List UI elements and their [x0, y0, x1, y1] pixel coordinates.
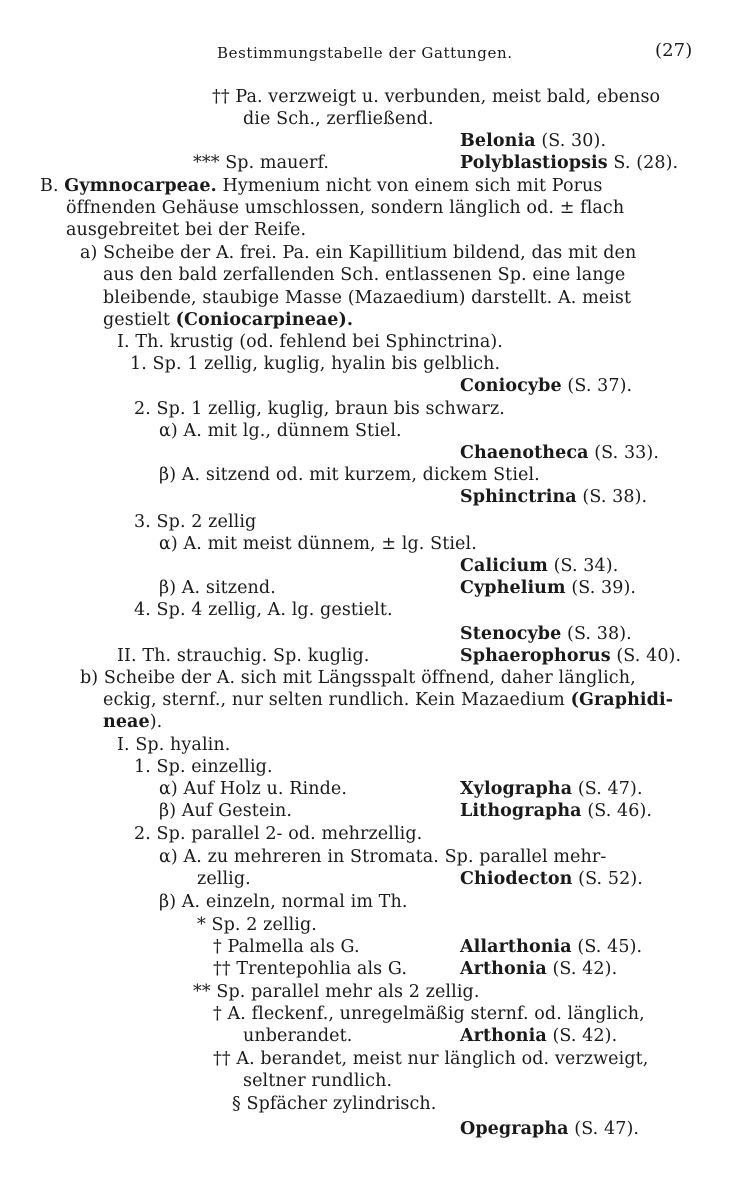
text-line: † A. fleckenf., unregelmäßig sternf. od. länglich, [213, 1004, 645, 1024]
page-ref: (S. 46). [587, 801, 653, 821]
page-ref: (S. 42). [552, 959, 618, 979]
text-line: ** Sp. parallel mehr als 2 zellig. [193, 982, 480, 1002]
text-line: * Sp. 2 zellig. [197, 915, 317, 935]
section-heading: Gymnocarpeae. [64, 176, 217, 196]
text-line: 2. Sp. parallel 2- od. mehrzellig. [134, 824, 423, 844]
text-line: I. Sp. hyalin. [117, 735, 231, 755]
genus-entry [460, 375, 632, 397]
text-line: II. Th. strauchig. Sp. kuglig. [117, 646, 370, 666]
group-name: neae [103, 712, 150, 732]
page-ref: (S. 39). [571, 578, 637, 598]
text-line: die Sch., zerfließend. [243, 109, 434, 129]
text-line: aus den bald zerfallenden Sch. entlassenen Sp. eine lange [103, 265, 626, 285]
text-line: α) A. mit lg., dünnem Stiel. [159, 421, 402, 441]
genus-entry [460, 130, 606, 152]
page-ref: S. (28). [613, 153, 679, 173]
genus-name: Chaenotheca [460, 443, 589, 463]
text-line: †† Trentepohlia als G. [213, 959, 408, 979]
text-line: unberandet. [243, 1026, 353, 1046]
page-ref: (S. 45). [577, 937, 643, 957]
page-ref: (S. 30). [541, 131, 607, 151]
text-line: b) Scheibe der A. sich mit Längsspalt öffnend, daher länglich, [80, 668, 636, 688]
text-line: β) A. einzeln, normal im Th. [159, 892, 408, 912]
text-line: α) Auf Holz u. Rinde. [159, 779, 347, 799]
page-number: (27) [655, 40, 693, 61]
genus-entry [460, 555, 618, 577]
text-line: †† A. berandet, meist nur länglich od. verzweigt, [213, 1049, 649, 1069]
page-ref: (S. 34). [553, 556, 619, 576]
text-line: α) A. zu mehreren in Stromata. Sp. parallel mehr- [159, 847, 607, 867]
group-name: (Graphidi- [570, 690, 674, 710]
text-line: 4. Sp. 4 zellig, A. lg. gestielt. [134, 600, 393, 620]
text-line: † Palmella als G. [213, 937, 360, 957]
text-line: 1. Sp. 1 zellig, kuglig, hyalin bis gelblich. [130, 354, 501, 374]
group-name: (Coniocarpineae). [175, 310, 354, 330]
text-line: 1. Sp. einzellig. [134, 757, 273, 777]
page-ref: (S. 40). [616, 646, 682, 666]
genus-entry [460, 958, 617, 980]
genus-name: Calicium [460, 556, 548, 576]
genus-entry [460, 486, 647, 508]
genus-name: Lithographa [460, 801, 582, 821]
text-line: *** Sp. mauerf. [193, 153, 330, 173]
genus-entry [460, 442, 659, 464]
group-line: eckig, sternf., nur selten rundlich. Kein Mazaedium (Graphidi- [103, 690, 674, 710]
page-ref: (S. 47). [577, 779, 643, 799]
text-line: zellig. [197, 869, 251, 889]
genus-name: Chiodecton [460, 869, 573, 889]
genus-entry [460, 800, 652, 822]
text-line: a) Scheibe der A. frei. Pa. ein Kapillitium bildend, das mit den [80, 243, 637, 263]
page-ref: (S. 33). [594, 443, 660, 463]
genus-entry [460, 868, 643, 890]
genus-entry [460, 1025, 617, 1047]
genus-entry [460, 645, 681, 667]
genus-name: Allarthonia [460, 937, 572, 957]
genus-name: Sphaerophorus [460, 646, 611, 666]
text-line: 3. Sp. 2 zellig [134, 512, 257, 532]
text-line: β) A. sitzend od. mit kurzem, dickem Stiel. [159, 465, 540, 485]
text-line: seltner rundlich. [243, 1071, 393, 1091]
page-ref: (S. 42). [552, 1026, 618, 1046]
genus-entry [460, 152, 678, 174]
section-line: B. Gymnocarpeae. Hymenium nicht von einem sich mit Porus [40, 176, 603, 196]
text-line: bleibende, staubige Masse (Mazaedium) darstellt. A. meist [103, 288, 632, 308]
running-header: Bestimmungstabelle der Gattungen. [217, 44, 513, 62]
genus-entry [460, 1118, 639, 1140]
text-line: öffnenden Gehäuse umschlossen, sondern länglich od. ± flach [66, 198, 625, 218]
page-ref: (S. 37). [567, 376, 633, 396]
genus-name: Xylographa [460, 779, 573, 799]
text-line: β) Auf Gestein. [159, 801, 293, 821]
genus-entry [460, 936, 642, 958]
text-line: β) A. sitzend. [159, 578, 276, 598]
genus-name: Belonia [460, 131, 536, 151]
genus-name: Opegrapha [460, 1119, 569, 1139]
genus-name: Polyblastiopsis [460, 153, 608, 173]
text-line: †† Pa. verzweigt u. verbunden, meist bald, ebenso [212, 87, 661, 107]
genus-name: Cyphelium [460, 578, 566, 598]
genus-name: Coniocybe [460, 376, 562, 396]
text-line: α) A. mit meist dünnem, ± lg. Stiel. [159, 534, 477, 554]
genus-entry [460, 577, 636, 599]
genus-name: Arthonia [460, 1026, 547, 1046]
text-line: § Spfächer zylindrisch. [232, 1094, 437, 1114]
genus-entry [460, 778, 643, 800]
genus-name: Stenocybe [460, 624, 562, 644]
genus-name: Arthonia [460, 959, 547, 979]
page-ref: (S. 52). [578, 869, 643, 889]
genus-entry [460, 623, 632, 645]
genus-name: Sphinctrina [460, 487, 577, 507]
group-line: neae). [103, 712, 163, 732]
text-line: I. Th. krustig (od. fehlend bei Sphinctrina). [117, 332, 503, 352]
text-line: 2. Sp. 1 zellig, kuglig, braun bis schwarz. [134, 399, 505, 419]
page-ref: (S. 47). [574, 1119, 640, 1139]
text-line: ausgebreitet bei der Reife. [66, 220, 307, 240]
page-ref: (S. 38). [567, 624, 632, 644]
page-ref: (S. 38). [582, 487, 648, 507]
group-line: gestielt (Coniocarpineae). [103, 310, 354, 330]
